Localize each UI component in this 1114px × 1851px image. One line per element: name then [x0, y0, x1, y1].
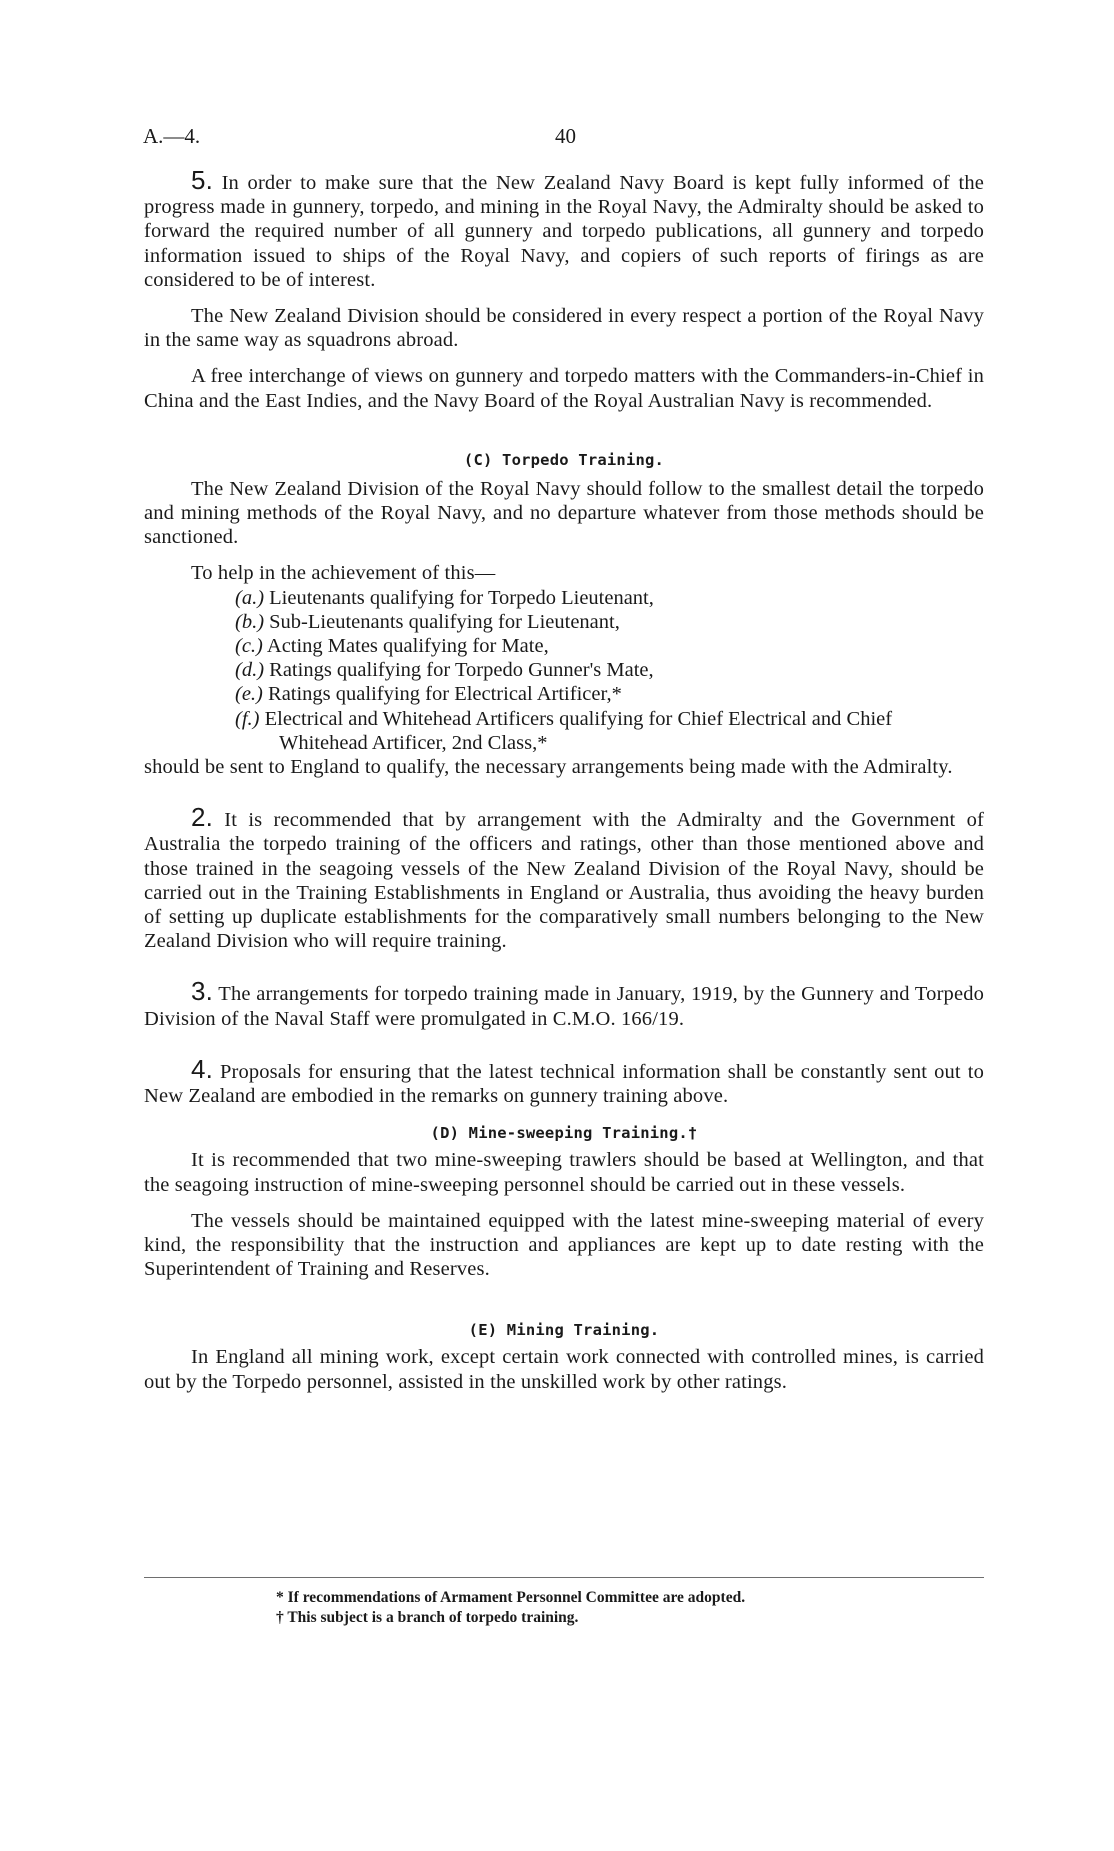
list-item — [144, 586, 984, 610]
paragraph-text: A free interchange of views on gunnery and torpedo matters with the Commanders-in-Chief in China and the East Indies, and the Navy Board of the Royal Australian Navy is recommended. — [144, 365, 984, 412]
paragraph-division — [144, 304, 984, 352]
paragraph-text: The New Zealand Division should be considered in every respect a portion of the Royal Navy in the same way as squadrons abroad. — [144, 305, 984, 352]
list-item — [144, 707, 984, 755]
paragraph-interchange — [144, 364, 984, 412]
paragraph-text: In order to make sure that the New Zealand Navy Board is kept fully informed of the progress made in gunnery, torpedo, and mining in the Royal Navy, the Admiralty should be asked to forward the required number of all gunnery and torpedo publications, all gunnery and torpedo information issued to ships of the Royal Navy, and copiers of such reports of firings as are considered to be of interest. — [144, 172, 984, 291]
list-label: (f.) — [235, 707, 260, 730]
list-item — [144, 682, 984, 706]
paragraph-2 — [144, 802, 984, 953]
paragraph-torpedo-intro: The New Zealand Division of the Royal Navy should follow to the smallest detail the torpedo and mining methods of the Royal Navy, and no departure whatever from those methods should be sanctioned. — [144, 477, 984, 549]
list-label: (d.) — [235, 659, 265, 682]
qualification-list — [144, 586, 984, 755]
paragraph-number: 2. — [191, 802, 213, 833]
paragraph-text: It is recommended that by arrangement with the Admiralty and the Government of Australia the torpedo training of the officers and ratings, other than those mentioned above and those trained in the seagoing vessels of the New Zealand Division of the Royal Navy, should be carried out in the Training Establishments in England or Australia, thus avoiding the heavy burden of setting up duplicate establishments for the comparatively small numbers belonging to the New Zealand Division who will require training. — [144, 809, 984, 953]
list-item — [144, 610, 984, 634]
list-label: (b.) — [235, 610, 265, 633]
list-label: (a.) — [235, 586, 265, 609]
section-heading-torpedo-training: (C) Torpedo Training. — [463, 450, 665, 469]
page-number: 40 — [555, 124, 576, 148]
document-reference: A.—4. — [143, 124, 201, 148]
list-outro: should be sent to England to qualify, the necessary arrangements being made with the Admiralty. — [144, 756, 953, 779]
list-item-text: Sub-Lieutenants qualifying for Lieutenant, — [264, 610, 620, 633]
paragraph-number: 5. — [191, 165, 213, 195]
footnote-divider — [144, 1577, 984, 1578]
list-item-text: Ratings qualifying for Electrical Artificer,* — [262, 683, 622, 706]
list-item-text: Electrical and Whitehead Artificers qualifying for Chief Electrical and Chief Whitehead Artificer, 2nd Class,* — [259, 707, 893, 754]
list-item — [144, 634, 984, 658]
list-intro: To help in the achievement of this— — [191, 562, 496, 585]
paragraph-4 — [144, 1053, 984, 1108]
list-label: (e.) — [235, 683, 263, 706]
paragraph-text: The arrangements for torpedo training made in January, 1919, by the Gunnery and Torpedo Division of the Naval Staff were promulgated in C.M.O. 166/19. — [144, 983, 984, 1030]
list-item-text: Lieutenants qualifying for Torpedo Lieutenant, — [264, 586, 654, 609]
paragraph-mining: In England all mining work, except certain work connected with controlled mines, is carried out by the Torpedo personnel, assisted in the unskilled work by other ratings. — [144, 1346, 984, 1393]
section-heading-mining-training: (E) Mining Training. — [468, 1321, 660, 1340]
footnote-dagger: † This subject is a branch of torpedo training. — [276, 1609, 579, 1626]
list-item-text: Ratings qualifying for Torpedo Gunner's Mate, — [264, 659, 654, 682]
list-item-text: Acting Mates qualifying for Mate, — [262, 635, 549, 658]
list-item — [144, 658, 984, 682]
paragraph-number: 3. — [191, 976, 213, 1007]
paragraph-3 — [144, 976, 984, 1030]
document-body — [144, 165, 984, 1406]
list-label: (c.) — [235, 635, 263, 658]
paragraph-vessels: The vessels should be maintained equipped with the latest mine-sweeping material of every kind, the responsibility that the instruction and appliances are kept up to date resting with the Superintendent of Training and Reserves. — [144, 1209, 984, 1281]
footnote-asterisk: * If recommendations of Armament Personnel Committee are adopted. — [276, 1589, 746, 1606]
paragraph-text: Proposals for ensuring that the latest technical information shall be constantly sent out to New Zealand are embodied in the remarks on gunnery training above. — [144, 1060, 984, 1108]
paragraph-5 — [144, 165, 984, 292]
paragraph-number: 4. — [191, 1053, 213, 1084]
section-heading-mine-sweeping-training: (D) Mine-sweeping Training.† — [430, 1124, 698, 1143]
paragraph-trawlers: It is recommended that two mine-sweeping trawlers should be based at Wellington, and that the seagoing instruction of mine-sweeping personnel should be carried out in these vessels. — [144, 1149, 984, 1196]
footnotes — [276, 1588, 745, 1628]
